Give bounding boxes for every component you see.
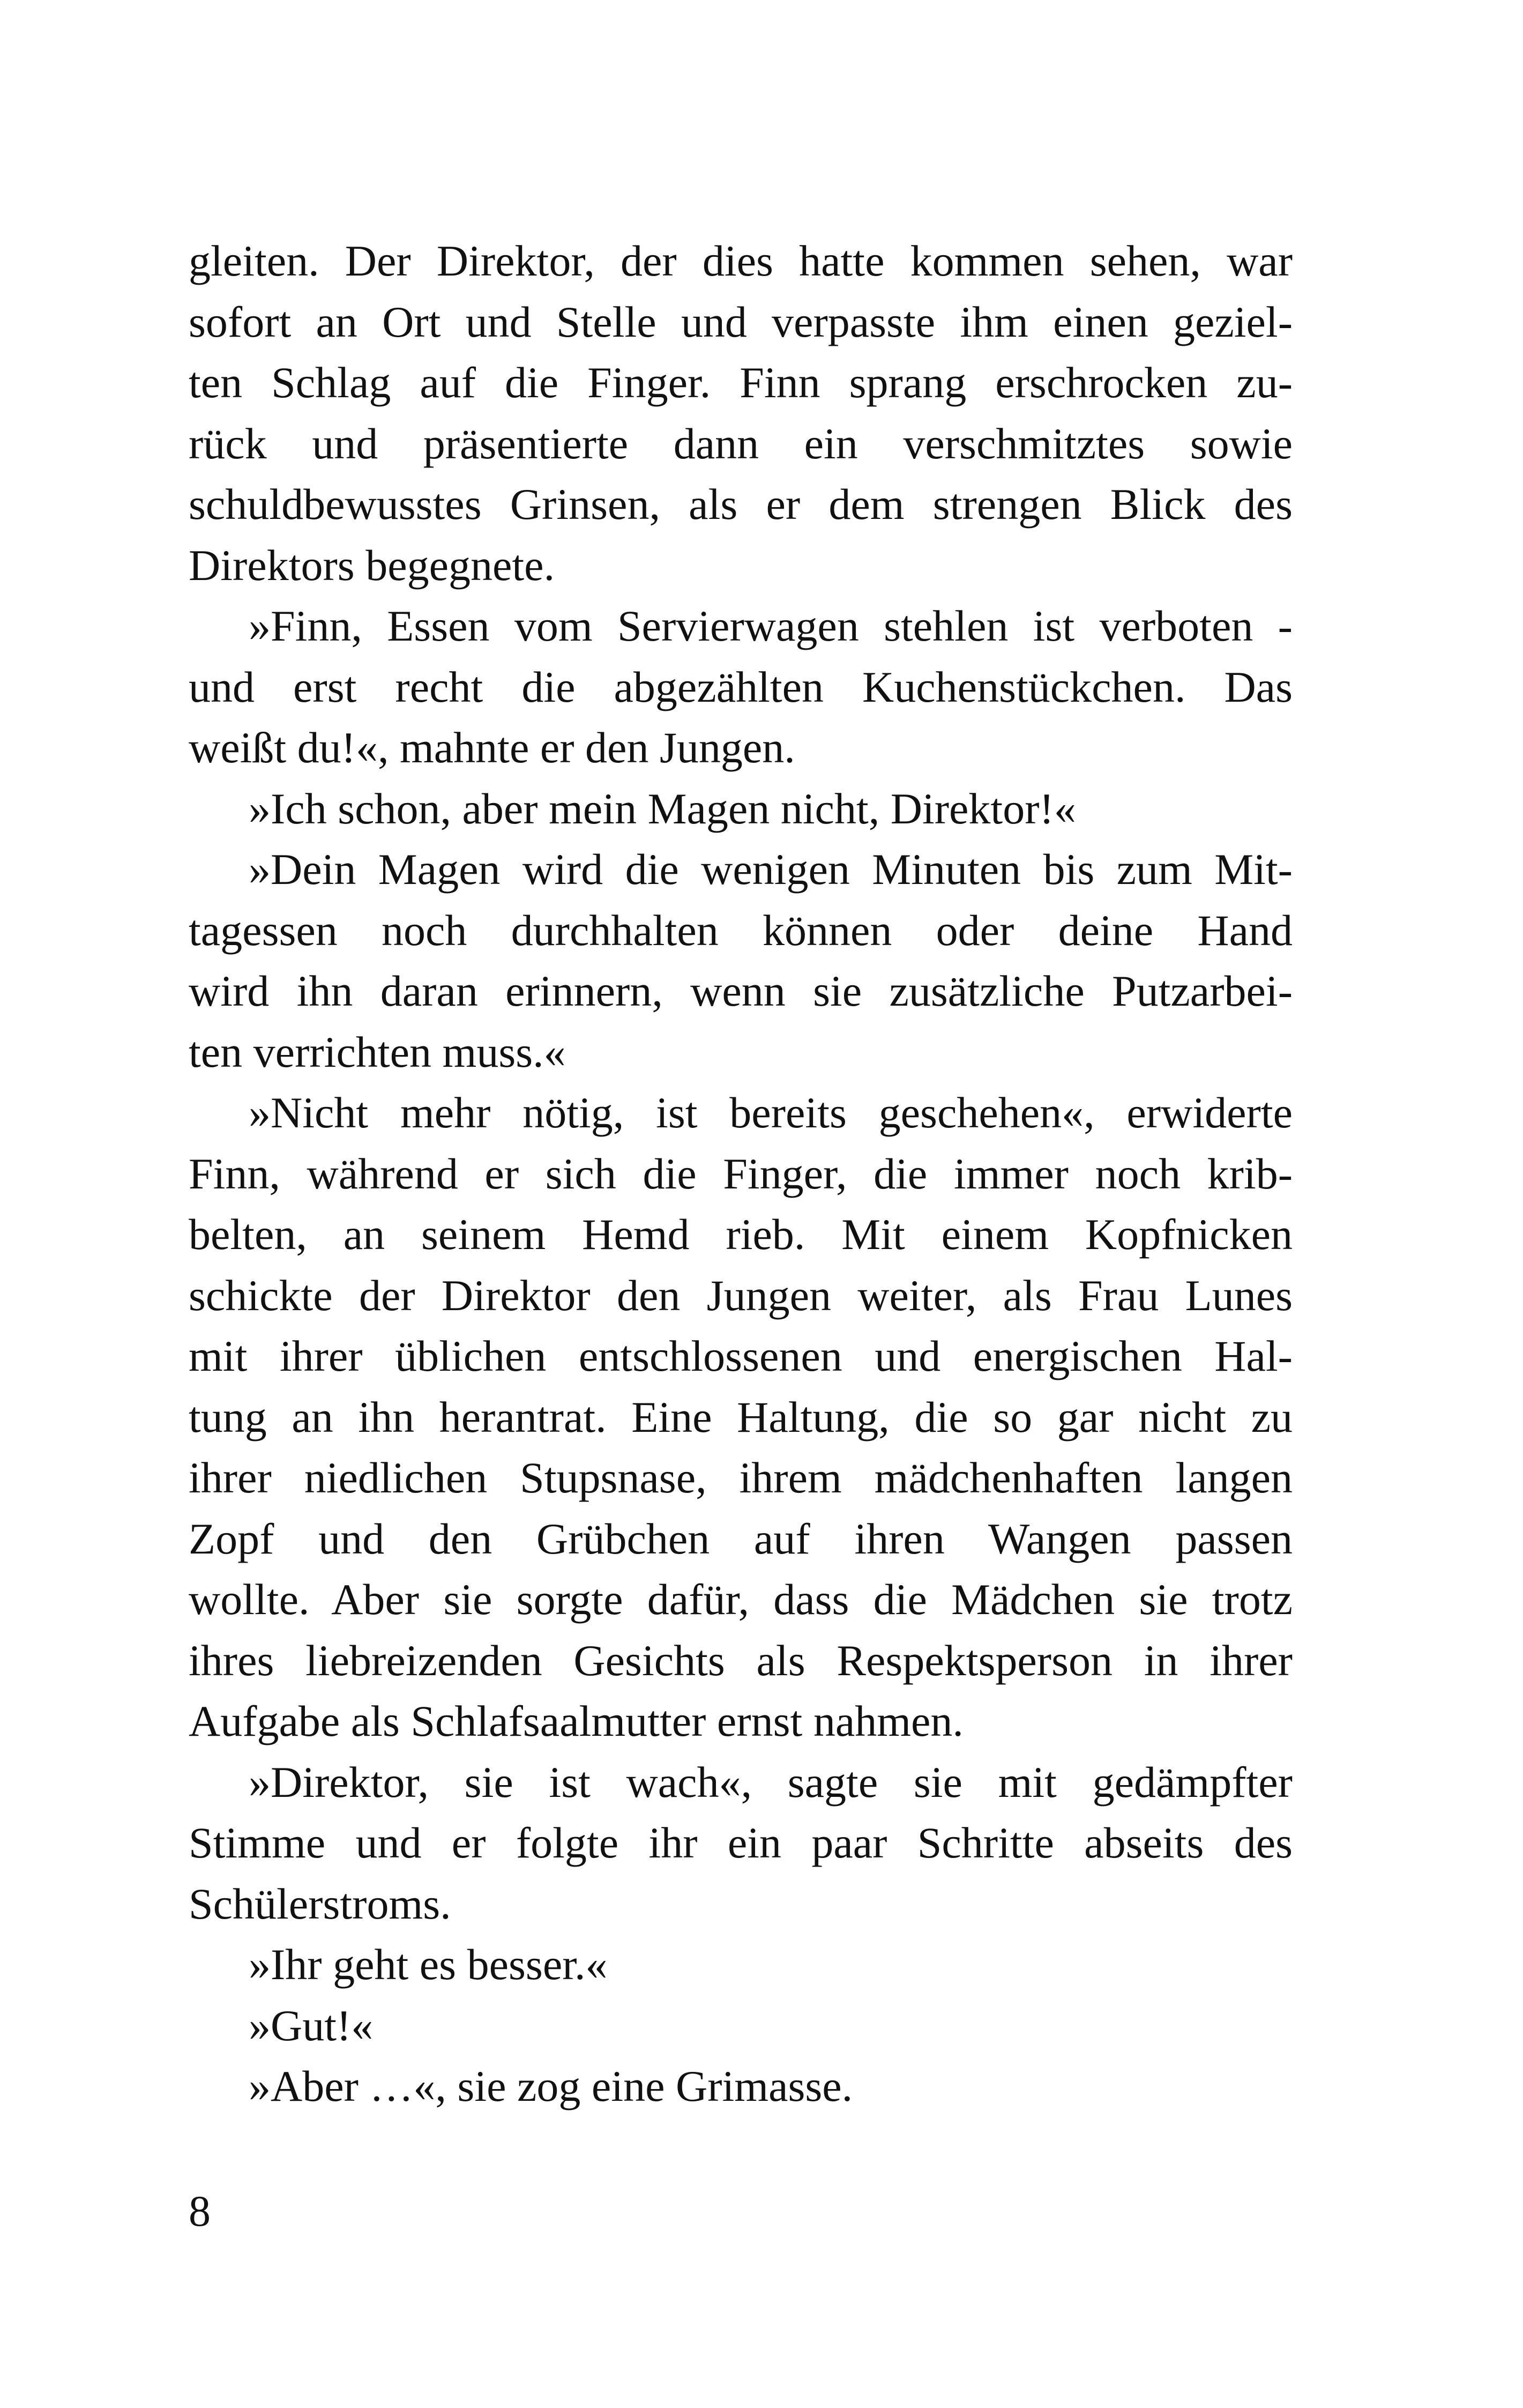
text-line: »Finn, Essen vom Servierwagen stehlen ist verboten - (249, 601, 1293, 650)
text-line: rück und präsentierte dann ein verschmitztes sowie (189, 419, 1293, 468)
text-line: sofort an Ort und Stelle und verpasste ihm einen geziel- (189, 297, 1293, 346)
text-line: belten, an seinem Hemd rieb. Mit einem Kopfnicken (189, 1210, 1293, 1259)
text-line: Aufgabe als Schlafsaalmutter ernst nahmen. (189, 1697, 964, 1745)
body-text (189, 231, 1293, 2117)
text-line: tung an ihn herantrat. Eine Haltung, die so gar nicht zu (189, 1392, 1293, 1441)
text-line: »Aber …«, sie zog eine Grimasse. (249, 2062, 853, 2110)
text-line: »Direktor, sie ist wach«, sagte sie mit gedämpfter (249, 1757, 1293, 1807)
text-line: tagessen noch durchhalten können oder deine Hand (189, 905, 1293, 955)
text-line: ihrer niedlichen Stupsnase, ihrem mädchenhaften langen (189, 1453, 1293, 1502)
text-line: ten verrichten muss.« (189, 1027, 566, 1076)
text-line: »Ihr geht es besser.« (249, 1940, 608, 1989)
text-line: schickte der Direktor den Jungen weiter, als Frau Lunes (189, 1270, 1293, 1320)
text-line: Stimme und er folgte ihr ein paar Schritte abseits des (189, 1818, 1293, 1867)
text-line: und erst recht die abgezählten Kuchenstückchen. Das (189, 662, 1293, 711)
text-line: Finn, während er sich die Finger, die immer noch krib- (189, 1149, 1293, 1198)
text-line: mit ihrer üblichen entschlossenen und energischen Hal- (189, 1332, 1293, 1380)
text-line: »Ich schon, aber mein Magen nicht, Direktor!« (249, 784, 1076, 833)
text-line: wird ihn daran erinnern, wenn sie zusätzliche Putzarbei- (189, 967, 1293, 1015)
text-line: gleiten. Der Direktor, der dies hatte kommen sehen, war (189, 236, 1293, 285)
text-line: Zopf und den Grübchen auf ihren Wangen passen (189, 1514, 1293, 1563)
text-line: Schülerstroms. (189, 1879, 451, 1928)
text-line: ten Schlag auf die Finger. Finn sprang erschrocken zu- (189, 358, 1293, 407)
text-line: Direktors begegnete. (189, 540, 555, 590)
text-line: ihres liebreizenden Gesichts als Respektsperson in ihrer (189, 1636, 1293, 1685)
page-number: 8 (189, 2187, 211, 2235)
text-line: »Nicht mehr nötig, ist bereits geschehen«, erwiderte (249, 1088, 1293, 1137)
text-line: »Gut!« (249, 2001, 374, 2050)
text-line: wollte. Aber sie sorgte dafür, dass die Mädchen sie trotz (189, 1575, 1293, 1624)
text-line: weißt du!«, mahnte er den Jungen. (189, 723, 795, 772)
text-line: schuldbewusstes Grinsen, als er dem strengen Blick des (189, 480, 1293, 529)
text-line: »Dein Magen wird die wenigen Minuten bis zum Mit- (249, 845, 1293, 894)
